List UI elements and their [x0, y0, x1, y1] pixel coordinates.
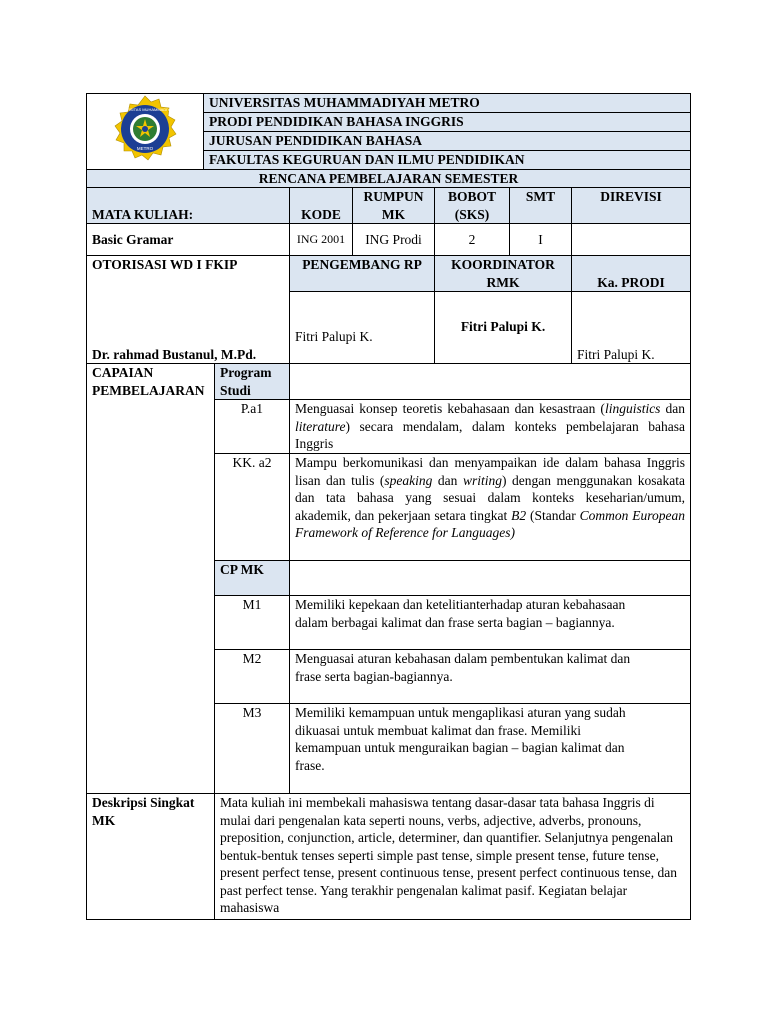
otorisasi-table [86, 255, 691, 364]
m2-text [290, 650, 691, 704]
pa1-text [290, 400, 691, 454]
m2-text-body: Menguasai aturan kebahasan dalam pembentukan kalimat dan frase serta bagian-bagiannya. [295, 651, 631, 684]
kka2-text-italic: Common European Framework of Reference for Languages) [295, 507, 686, 540]
university-logo-icon [106, 94, 184, 164]
header-kode: KODE [290, 188, 353, 224]
header-rumpun: RUMPUN MK [353, 188, 435, 224]
m1-code: M1 [215, 596, 290, 650]
kka2-text-part: ) dengan menggunakan kosakata dan tata bahasa yang sesuai dalam konteks keseharian/umum, akademik, dan pekerjaan setara tingkat [295, 472, 686, 523]
m1-text-body: Memiliki kepekaan dan ketelitianterhadap aturan kebahasaan dalam berbagai kalimat dan frase serta bagian – bagiannya. [295, 597, 626, 630]
fakultas-name: FAKULTAS KEGURUAN DAN ILMU PENDIDIKAN [204, 150, 691, 169]
otorisasi-label: OTORISASI WD I FKIP [87, 256, 290, 292]
kka2-text-part: (Standar [526, 507, 580, 523]
kka2-text-part: dan [432, 472, 463, 488]
header-smt: SMT [510, 188, 572, 224]
jurusan-name: JURUSAN PENDIDIKAN BAHASA [204, 131, 691, 150]
koordinator-name: Fitri Palupi K. [435, 292, 572, 364]
kka2-text [290, 454, 691, 561]
program-studi-empty [290, 364, 691, 400]
value-mata-kuliah: Basic Gramar [87, 224, 290, 256]
m3-code: M3 [215, 704, 290, 794]
capaian-spacer [87, 704, 215, 794]
kka2-text-italic: writing [462, 472, 502, 488]
program-studi-label: Program Studi [215, 364, 290, 400]
value-bobot: 2 [435, 224, 510, 256]
kka2-text-part: Mampu berkomunikasi dan menyampaikan ide dalam bahasa Inggris lisan dan tulis ( [295, 455, 685, 488]
kka2-text-italic: B2 [511, 507, 527, 523]
kka2-text-italic: speaking [384, 472, 433, 488]
capaian-spacer [87, 561, 215, 596]
value-kode: ING 2001 [290, 224, 353, 256]
logo-cell [87, 94, 204, 170]
cp-mk-label: CP MK [215, 561, 290, 596]
m1-text [290, 596, 691, 650]
value-rumpun: ING Prodi [353, 224, 435, 256]
header-direvisi: DIREVISI [572, 188, 691, 224]
rps-document [86, 93, 690, 920]
kaprodi-label: Ka. PRODI [572, 256, 691, 292]
document-title: RENCANA PEMBELAJARAN SEMESTER [87, 169, 691, 188]
pengembang-label: PENGEMBANG RP [290, 256, 435, 292]
value-smt: I [510, 224, 572, 256]
koordinator-label: KOORDINATOR RMK [435, 256, 572, 292]
deskripsi-text: Mata kuliah ini membekali mahasiswa tentang dasar-dasar tata bahasa Inggris di mulai dari pengenalan kata seperti nouns, verbs, adjective, adverbs, pronouns, preposition, conjunction, article, determiner, dan quantifier. Selanjutnya pengenalan bentuk-bentuk tenses seperti simple past tense, simple present tense, future tense, present perfect tense, present continuous tense, present perfect continuous tense, dan past perfect tense. Yang terakhir pengenalan kalimat pasif. Kegiatan belajar mahasiswa [215, 794, 691, 920]
pa1-text-italic: literature [295, 418, 346, 434]
wd-name: Dr. rahmad Bustanul, M.Pd. [87, 292, 290, 364]
pa1-text-part: dan [660, 401, 685, 416]
m3-text-body: Memiliki kemampuan untuk mengaplikasi aturan yang sudah dikuasai untuk membuat kalimat dan frase. Memiliki kemampuan untuk menguraikan bagian – bagian kalimat dan frase. [295, 705, 626, 773]
pa1-text-italic: linguistics [604, 401, 661, 416]
header-mata-kuliah: MATA KULIAH: [87, 188, 290, 224]
m2-code: M2 [215, 650, 290, 704]
cp-mk-empty [290, 561, 691, 596]
kka2-code: KK. a2 [215, 454, 290, 561]
m3-text [290, 704, 691, 794]
logo-text-top: UNIVERSITAS MUHAMMADIYAH [114, 107, 176, 112]
header-table [86, 93, 691, 188]
pa1-text-part: Menguasai konsep teoretis kebahasaan dan kesastraan ( [295, 401, 605, 416]
pengembang-name: Fitri Palupi K. [290, 292, 435, 364]
course-table [86, 187, 691, 256]
university-name: UNIVERSITAS MUHAMMADIYAH METRO [204, 94, 691, 113]
capaian-table [86, 363, 691, 794]
header-bobot: BOBOT (SKS) [435, 188, 510, 224]
kaprodi-name: Fitri Palupi K. [572, 292, 691, 364]
capaian-spacer [87, 454, 215, 561]
value-direvisi [572, 224, 691, 256]
capaian-spacer [87, 650, 215, 704]
pa1-text-part: ) secara mendalam, dalam konteks pembelajaran bahasa Inggris [295, 418, 685, 451]
pa1-code: P.a1 [215, 400, 290, 454]
capaian-label: CAPAIAN PEMBELAJARAN [87, 364, 215, 400]
capaian-spacer [87, 596, 215, 650]
capaian-spacer [87, 400, 215, 454]
deskripsi-label: Deskripsi Singkat MK [87, 794, 215, 920]
deskripsi-table [86, 793, 691, 920]
prodi-name: PRODI PENDIDIKAN BAHASA INGGRIS [204, 112, 691, 131]
logo-text-bottom: METRO [136, 146, 154, 151]
